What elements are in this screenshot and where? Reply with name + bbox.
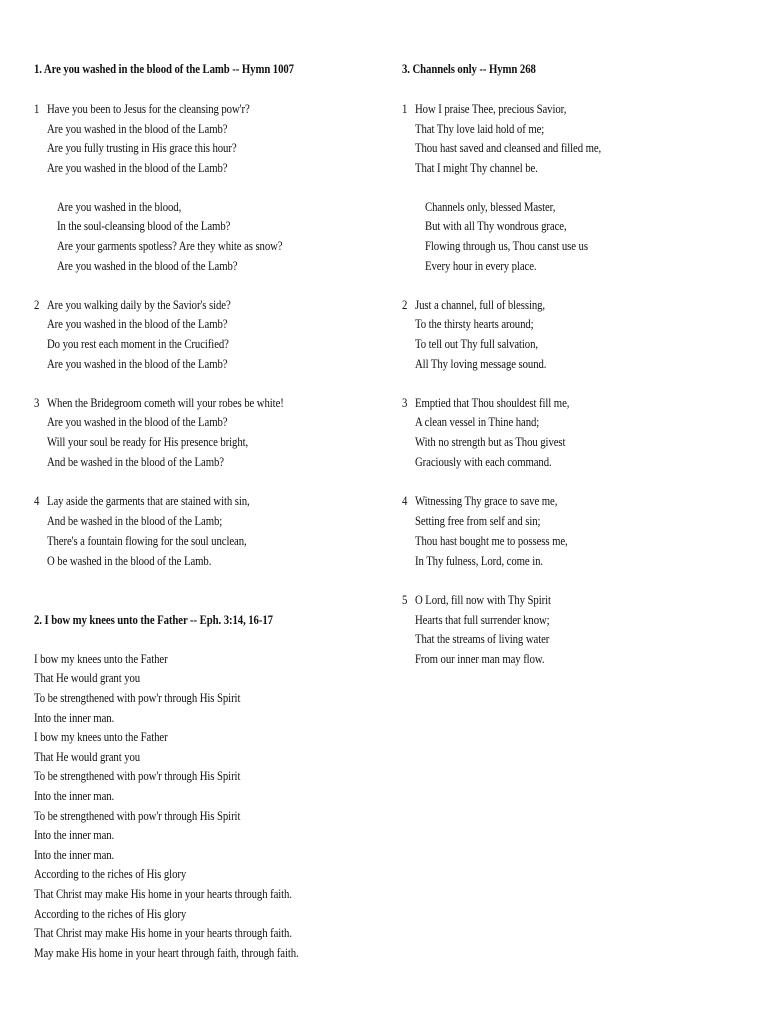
lyric-line: Into the inner man. bbox=[34, 711, 115, 725]
lyric-line: Will your soul be ready for His presence bright, bbox=[47, 435, 249, 449]
lyric-line: Do you rest each moment in the Crucified? bbox=[47, 337, 229, 351]
lyric-line: Into the inner man. bbox=[34, 848, 115, 862]
lyric-line: O Lord, fill now with Thy Spirit bbox=[415, 593, 551, 607]
stanza-number: 4 bbox=[402, 494, 408, 508]
lyric-line: Into the inner man. bbox=[34, 789, 115, 803]
hymn3-title: 3. Channels only -- Hymn 268 bbox=[402, 62, 536, 76]
lyric-line: Witnessing Thy grace to save me, bbox=[415, 494, 558, 508]
lyric-line: Setting free from self and sin; bbox=[415, 514, 541, 528]
lyric-line: In Thy fulness, Lord, come in. bbox=[415, 554, 543, 568]
lyric-line: Graciously with each command. bbox=[415, 455, 552, 469]
chorus-line: Channels only, blessed Master, bbox=[425, 200, 556, 214]
lyric-line: A clean vessel in Thine hand; bbox=[415, 415, 540, 429]
stanza-number: 3 bbox=[34, 396, 40, 410]
lyric-line: Just a channel, full of blessing, bbox=[415, 298, 546, 312]
lyric-line: Hearts that full surrender know; bbox=[415, 613, 550, 627]
lyric-line: Are you washed in the blood of the Lamb? bbox=[47, 317, 228, 331]
lyric-line: That I might Thy channel be. bbox=[415, 161, 538, 175]
lyric-line: And be washed in the blood of the Lamb? bbox=[47, 455, 224, 469]
chorus-line: But with all Thy wondrous grace, bbox=[425, 219, 567, 233]
hymn1-title: 1. Are you washed in the blood of the Lamb -- Hymn 1007 bbox=[34, 62, 294, 76]
chorus-line: Are you washed in the blood of the Lamb? bbox=[57, 259, 238, 273]
lyric-line: To be strengthened with pow'r through His Spirit bbox=[34, 691, 241, 705]
stanza-number: 4 bbox=[34, 494, 40, 508]
lyric-line: How I praise Thee, precious Savior, bbox=[415, 102, 567, 116]
lyric-line: That He would grant you bbox=[34, 671, 141, 685]
lyric-line: That He would grant you bbox=[34, 750, 141, 764]
stanza-number: 5 bbox=[402, 593, 408, 607]
lyric-line: From our inner man may flow. bbox=[415, 652, 545, 666]
chorus-line: Are your garments spotless? Are they white as snow? bbox=[57, 239, 283, 253]
lyric-line: I bow my knees unto the Father bbox=[34, 652, 168, 666]
lyric-line: Emptied that Thou shouldest fill me, bbox=[415, 396, 570, 410]
lyric-line: Thou hast bought me to possess me, bbox=[415, 534, 568, 548]
lyric-line: To the thirsty hearts around; bbox=[415, 317, 534, 331]
lyric-line: That Christ may make His home in your hearts through faith. bbox=[34, 887, 292, 901]
lyric-line: Are you walking daily by the Savior's side? bbox=[47, 298, 231, 312]
lyric-line: To be strengthened with pow'r through His Spirit bbox=[34, 809, 241, 823]
lyric-line: Are you washed in the blood of the Lamb? bbox=[47, 122, 228, 136]
stanza-number: 2 bbox=[402, 298, 408, 312]
stanza-number: 1 bbox=[402, 102, 408, 116]
lyric-line: May make His home in your heart through faith, through faith. bbox=[34, 946, 299, 960]
lyric-line: And be washed in the blood of the Lamb; bbox=[47, 514, 223, 528]
chorus-line: Flowing through us, Thou canst use us bbox=[425, 239, 588, 253]
stanza-number: 1 bbox=[34, 102, 40, 116]
lyric-line: Are you fully trusting in His grace this hour? bbox=[47, 141, 237, 155]
lyric-line: I bow my knees unto the Father bbox=[34, 730, 168, 744]
stanza-number: 3 bbox=[402, 396, 408, 410]
lyric-line: That the streams of living water bbox=[415, 632, 550, 646]
lyric-line: There's a fountain flowing for the soul unclean, bbox=[47, 534, 247, 548]
chorus-line: Every hour in every place. bbox=[425, 259, 537, 273]
lyric-line: Have you been to Jesus for the cleansing pow'r? bbox=[47, 102, 250, 116]
hymn2-title: 2. I bow my knees unto the Father -- Eph. 3:14, 16-17 bbox=[34, 613, 273, 627]
lyric-line: To be strengthened with pow'r through His Spirit bbox=[34, 769, 241, 783]
lyric-line: Are you washed in the blood of the Lamb? bbox=[47, 415, 228, 429]
lyric-line: All Thy loving message sound. bbox=[415, 357, 547, 371]
lyric-line: With no strength but as Thou givest bbox=[415, 435, 566, 449]
lyric-line: To tell out Thy full salvation, bbox=[415, 337, 538, 351]
chorus-line: Are you washed in the blood, bbox=[57, 200, 182, 214]
lyric-line: Thou hast saved and cleansed and filled me, bbox=[415, 141, 602, 155]
chorus-line: In the soul-cleansing blood of the Lamb? bbox=[57, 219, 231, 233]
stanza-number: 2 bbox=[34, 298, 40, 312]
lyric-line: When the Bridegroom cometh will your robes be white! bbox=[47, 396, 284, 410]
lyric-line: O be washed in the blood of the Lamb. bbox=[47, 554, 212, 568]
lyric-line: That Thy love laid hold of me; bbox=[415, 122, 545, 136]
lyric-line: According to the riches of His glory bbox=[34, 867, 187, 881]
lyric-line: According to the riches of His glory bbox=[34, 907, 187, 921]
lyric-line: Lay aside the garments that are stained with sin, bbox=[47, 494, 250, 508]
lyric-line: Into the inner man. bbox=[34, 828, 115, 842]
lyric-line: That Christ may make His home in your hearts through faith. bbox=[34, 926, 292, 940]
lyric-line: Are you washed in the blood of the Lamb? bbox=[47, 161, 228, 175]
lyric-line: Are you washed in the blood of the Lamb? bbox=[47, 357, 228, 371]
